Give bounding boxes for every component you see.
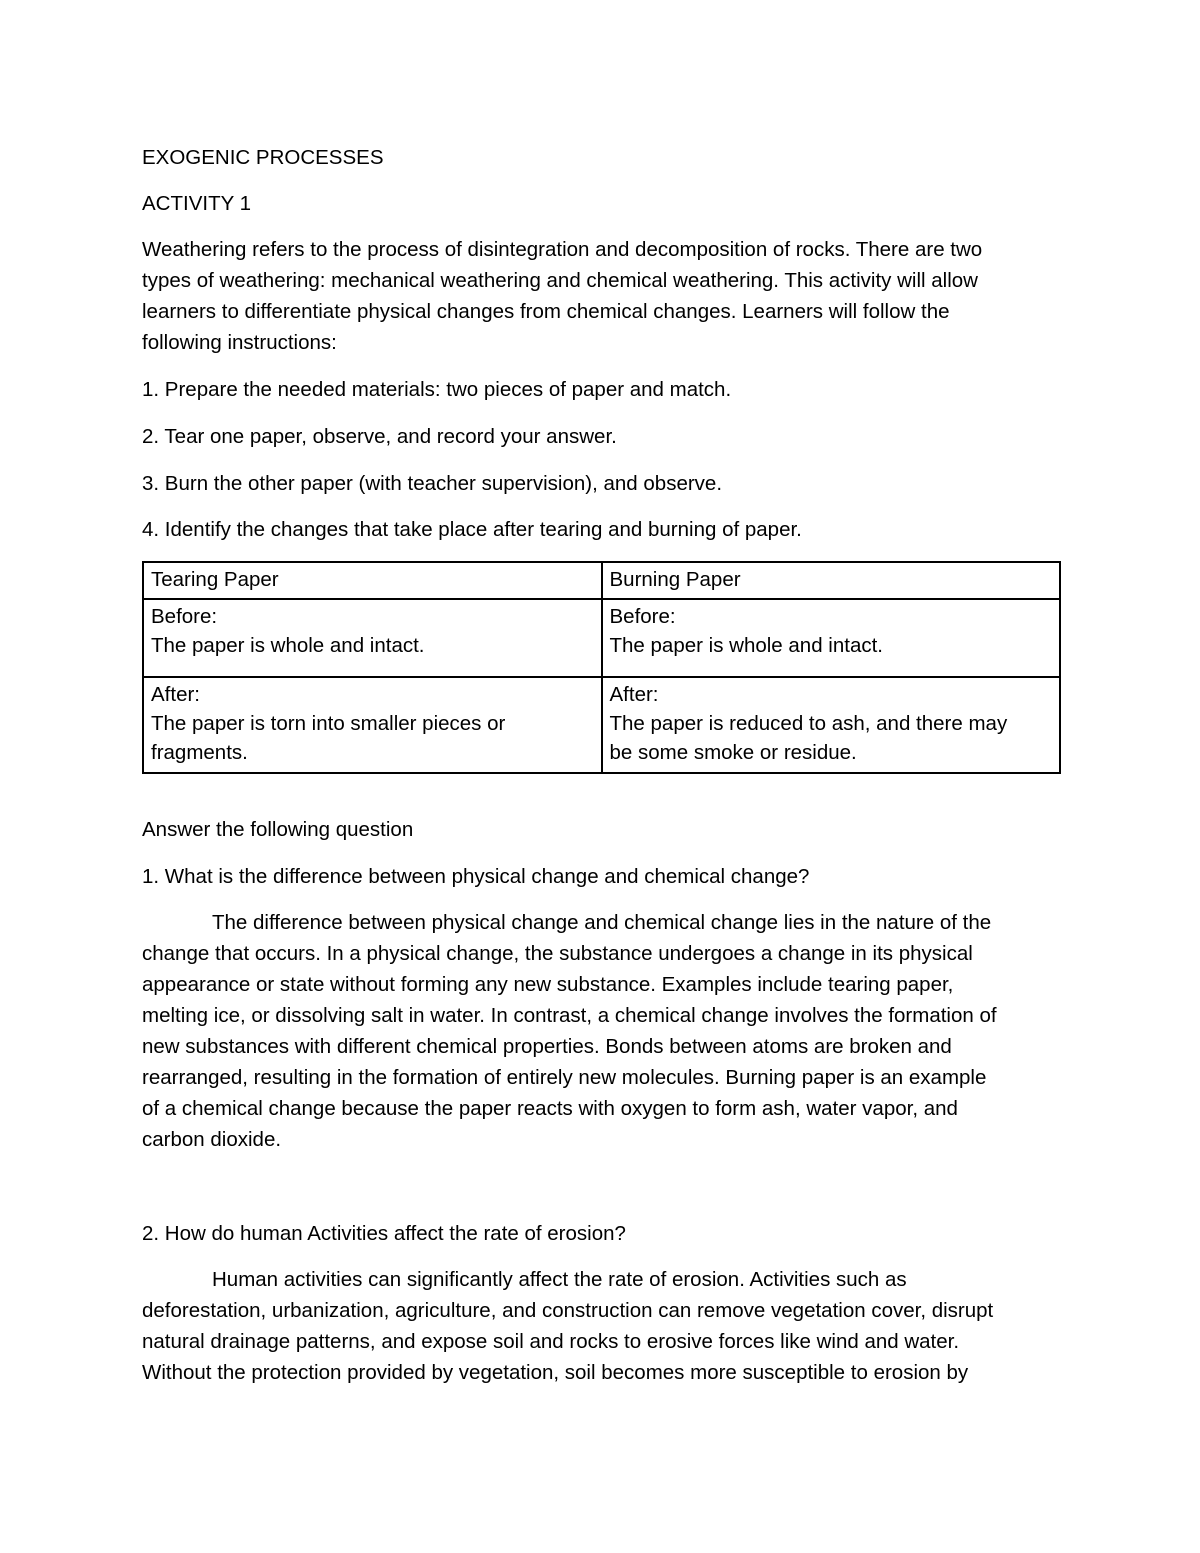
answer-line: of a chemical change because the paper reacts with oxygen to form ash, water vapor, and <box>142 1097 958 1120</box>
intro-line: Weathering refers to the process of disintegration and decomposition of rocks. There are two <box>142 238 983 261</box>
step-item: 1. Prepare the needed materials: two pieces of paper and match. <box>142 378 732 401</box>
table-header-row <box>143 562 1060 599</box>
answer-line: change that occurs. In a physical change, the substance undergoes a change in its physical <box>142 942 973 965</box>
answer-line: new substances with different chemical properties. Bonds between atoms are broken and <box>142 1035 952 1058</box>
activity-heading: ACTIVITY 1 <box>142 192 251 215</box>
cell-text: The paper is whole and intact. <box>151 634 425 657</box>
cell-text: The paper is whole and intact. <box>609 634 883 657</box>
answer-line: carbon dioxide. <box>142 1128 282 1151</box>
answer-line: deforestation, urbanization, agriculture, and construction can remove vegetation cover, disrupt <box>142 1299 994 1322</box>
answer-line: melting ice, or dissolving salt in water. In contrast, a chemical change involves the formation of <box>142 1004 997 1027</box>
intro-line: following instructions: <box>142 331 337 354</box>
step-item: 2. Tear one paper, observe, and record your answer. <box>142 425 617 448</box>
step-item: 4. Identify the changes that take place after tearing and burning of paper. <box>142 518 802 541</box>
table-header-burning: Burning Paper <box>602 562 1061 599</box>
cell-text: The paper is reduced to ash, and there may <box>609 712 1008 735</box>
answer-line: natural drainage patterns, and expose soil and rocks to erosive forces like wind and water. <box>142 1330 960 1353</box>
table-cell <box>143 599 602 677</box>
cell-label: After: <box>609 683 659 706</box>
answer-line: Without the protection provided by vegetation, soil becomes more susceptible to erosion by <box>142 1361 969 1384</box>
step-item: 3. Burn the other paper (with teacher supervision), and observe. <box>142 472 723 495</box>
answer-1 <box>142 907 1062 1155</box>
cell-label: Before: <box>609 605 676 628</box>
table-row <box>143 677 1060 773</box>
answer-line: rearranged, resulting in the formation of entirely new molecules. Burning paper is an example <box>142 1066 987 1089</box>
intro-line: types of weathering: mechanical weathering and chemical weathering. This activity will allow <box>142 269 978 292</box>
intro-paragraph <box>142 234 1062 358</box>
cell-label: Before: <box>151 605 218 628</box>
table-cell <box>602 599 1061 677</box>
answer-line: Human activities can significantly affect the rate of erosion. Activities such as <box>212 1268 907 1291</box>
cell-text: fragments. <box>151 741 248 764</box>
table-row <box>143 599 1060 677</box>
table-header-tearing: Tearing Paper <box>143 562 602 599</box>
answer-2 <box>142 1264 1062 1388</box>
document-title: EXOGENIC PROCESSES <box>142 146 384 169</box>
answer-line: The difference between physical change and chemical change lies in the nature of the <box>212 911 992 934</box>
cell-text: The paper is torn into smaller pieces or <box>151 712 506 735</box>
observation-table <box>142 561 1061 774</box>
table-cell <box>143 677 602 773</box>
question-1: 1. What is the difference between physical change and chemical change? <box>142 865 810 888</box>
cell-text: be some smoke or residue. <box>609 741 857 764</box>
answer-line: appearance or state without forming any new substance. Examples include tearing paper, <box>142 973 954 996</box>
table-cell <box>602 677 1061 773</box>
question-2: 2. How do human Activities affect the rate of erosion? <box>142 1222 626 1245</box>
questions-heading: Answer the following question <box>142 818 414 841</box>
cell-label: After: <box>151 683 200 706</box>
intro-line: learners to differentiate physical changes from chemical changes. Learners will follow the <box>142 300 950 323</box>
